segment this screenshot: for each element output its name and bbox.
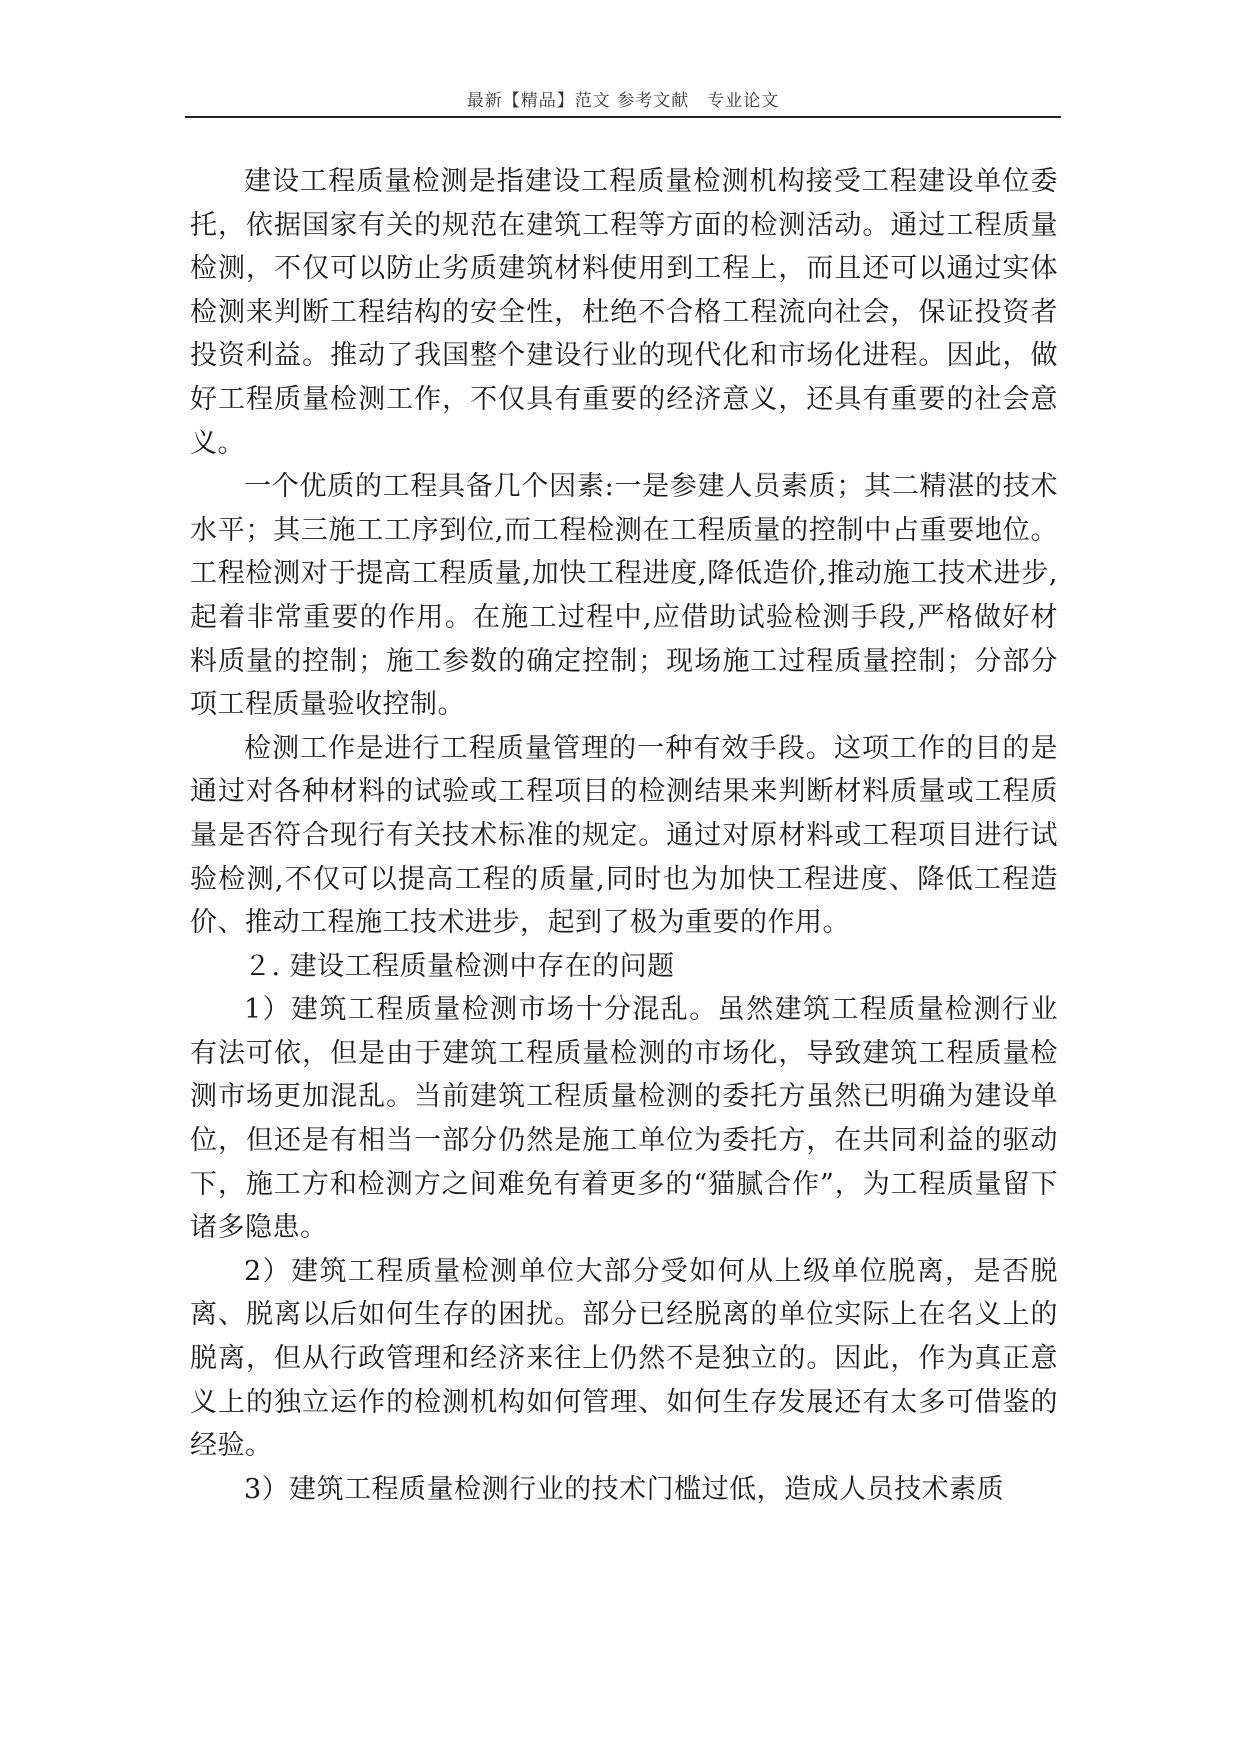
paragraph-issue-3: 3）建筑工程质量检测行业的技术门槛过低，造成人员技术素质 <box>244 1473 1005 1505</box>
paragraph-issue-1: 1）建筑工程质量检测市场十分混乱。虽然建筑工程质量检测行业有法可依，但是由于建筑工程质量检测的市场化，导致建筑工程质量检测市场更加混乱。当前建筑工程质量检测的委托方虽然已明确为建设单位，但还是有相当一部分仍然是施工单位为委托方，在共同利益的驱动下，施工方和检测方之间难免有着更多的“猫腻合作”，为工程质量留下诸多隐患。 <box>190 994 1058 1244</box>
paragraph-intro: 建设工程质量检测是指建设工程质量检测机构接受工程建设单位委托，依据国家有关的规范在建筑工程等方面的检测活动。通过工程质量检测，不仅可以防止劣质建筑材料使用到工程上，而且还可以通过实体检测来判断工程结构的安全性，杜绝不合格工程流向社会，保证投资者投资利益。推动了我国整个建设行业的现代化和市场化进程。因此，做好工程质量检测工作，不仅具有重要的经济意义，还具有重要的社会意义。 <box>190 166 1058 459</box>
paragraph-quality-factors: 一个优质的工程具备几个因素:一是参建人员素质；其二精湛的技术水平；其三施工工序到位,而工程检测在工程质量的控制中占重要地位。工程检测对于提高工程质量,加快工程进度,降低造价,推动施工技术进步,起着非常重要的作用。在施工过程中,应借助试验检测手段,严格做好材料质量的控制；施工参数的确定控制；现场施工过程质量控制；分部分项工程质量验收控制。 <box>190 471 1058 721</box>
header-text: 最新【精品】范文 参考文献 专业论文 <box>466 91 780 111</box>
page-header <box>185 86 1061 118</box>
document-body <box>190 160 1058 1511</box>
paragraph-testing-purpose: 检测工作是进行工程质量管理的一种有效手段。这项工作的目的是通过对各种材料的试验或工程项目的检测结果来判断材料质量或工程质量是否符合现行有关技术标准的规定。通过对原材料或工程项目进行试验检测,不仅可以提高工程的质量,同时也为加快工程进度、降低工程造价、推动工程施工技术进步，起到了极为重要的作用。 <box>190 732 1058 939</box>
paragraph-issue-2: 2）建筑工程质量检测单位大部分受如何从上级单位脱离，是否脱离、脱离以后如何生存的困扰。部分已经脱离的单位实际上在名义上的脱离，但从行政管理和经济来往上仍然不是独立的。因此，作为真正意义上的独立运作的检测机构如何管理、如何生存发展还有太多可借鉴的经验。 <box>190 1255 1058 1462</box>
section-heading: ２. 建设工程质量检测中存在的问题 <box>244 950 675 982</box>
